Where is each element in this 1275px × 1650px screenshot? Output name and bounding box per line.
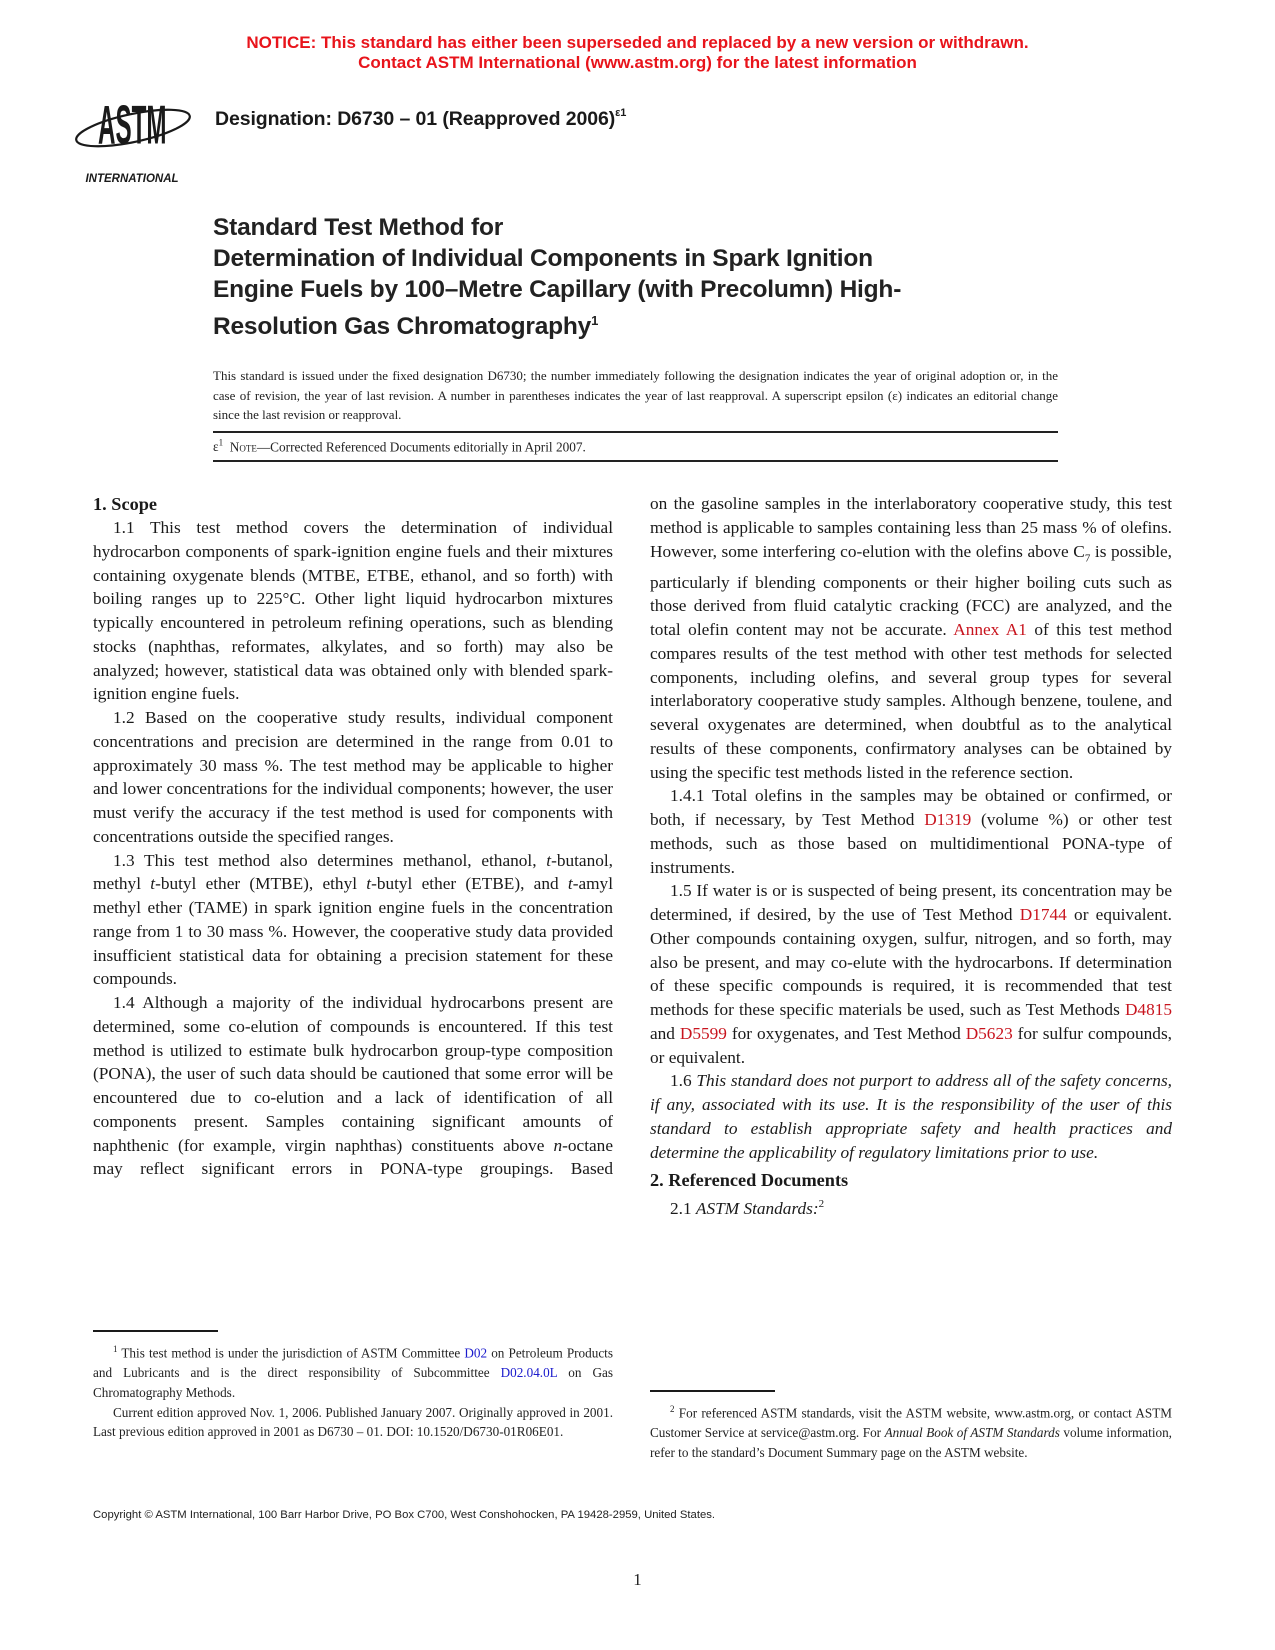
paragraph-1-3: 1.3 This test method also determines methanol, ethanol, t-butanol, methyl t-butyl ether (MTBE), ethyl t-butyl ether (ETBE), and t-amyl methyl ether (TAME) in spark ignition engine fuels in the concentration range from 1 to 30 mass %. However, the cooperative study data provided insufficient statistical data for obtaining a precision statement for these compounds. [93,850,613,989]
note-label: Note [229,439,257,455]
title-line-4: Resolution Gas Chromatography [213,313,592,341]
footnote-divider [650,1390,775,1392]
section-heading-scope: 1. Scope [93,494,157,514]
paragraph-1-4: 1.4 Although a majority of the individual hydrocarbons present are determined, some co-elution of compounds is encountered. If this test method is utilized to estimate bulk hydrocarbon group-type composition (PONA), the user of such data should be cautioned that some error will be encountered due to co-elution and a lack of identification of all components present. Samples containing significant amounts of naphthenic (for example, virgin naphthas) constituents above n-octane may reflect significant errors in PONA-type groupings. Based [93,993,613,1179]
title-line-1: Standard Test Method for [213,214,504,241]
divider [213,460,1058,462]
supersede-notice [0,33,1275,73]
editorial-note [213,438,1058,455]
title-footnote-mark: 1 [591,313,599,328]
paragraph-1-6: 1.6 This standard does not purport to address all of the safety concerns, if any, associated with its use. It is the responsibility of the user of this standard to establish appropriate safety and health practices and determine the applicability of regulatory limitations prior to use. [650,1071,1172,1162]
divider [213,431,1058,433]
document-title [213,212,1113,342]
designation-epsilon: ε1 [615,106,627,119]
paragraph-1-2: 1.2 Based on the cooperative study results, individual component concentrations and precision are determined in the range from 0.01 to approximately 30 mass %. The test method may be applicable to higher and lower concentrations for the individual components; however, the user must verify the accuracy if the test method is used for components with concentrations outside the specified ranges. [93,708,613,846]
designation [215,108,626,131]
footnotes-left [93,1340,613,1442]
footnote-divider [93,1330,218,1332]
note-mark: $\varepsilon^1$ [213,438,224,455]
paragraph-1-1: 1.1 This test method covers the determination of individual hydrocarbon components of spark-ignition engine fuels and their mixtures containing oxygenate blends (MTBE, ETBE, ethanol, and so forth) with boiling ranges up to 225°C. Other light liquid hydrocarbon mixtures typically encountered in petroleum refining operations, such as blending stocks (naphthas, reformates, alkylates, and so forth) may also be analyzed; however, statistical data was obtained only with blended spark-ignition engine fuels. [93,518,613,704]
paragraph-1-5: 1.5 If water is or is suspected of being present, its concentration may be determined, if desired, by the use of Test Method D1744 or equivalent. Other compounds containing oxygen, sulfur, nitrogen, and so forth, may also be present, and may co-elute with the hydrocarbons. If determination of these specific compounds is required, it is recommended that test methods for these specific materials be used, such as Test Methods D4815 and D5599 for oxygenates, and Test Method D5623 for sulfur compounds, or equivalent. [650,881,1172,1067]
paragraph-1-4-continued: on the gasoline samples in the interlaboratory cooperative study, this test method is applicable to samples containing less than 25 mass % of olefins. However, some interfering co-elution with the olefins above $C_7$ is possible, particularly if blending components or their higher boiling cuts such as those derived from fluid catalytic cracking (FCC) are analyzed, and the total olefin content may not be accurate. Annex A1 of this test method compares results of the test method with other test methods for selected components, including olefins, and several group types for several interlaboratory cooperative study samples. Although benzene, toulene, and several oxygenates are determined, when doubtful as to the analytical results of these components, confirmatory analyses can be obtained by using the specific test methods listed in the reference section. [650,494,1173,782]
designation-label: Designation: D6730 – 01 (Reapproved 2006) [215,108,616,130]
notice-line-2: Contact ASTM International (www.astm.org) for the latest information [358,53,917,72]
link-d02-04-0l[interactable]: D02.04.0L [500,1365,558,1381]
note-text: —Corrected Referenced Documents editorially in April 2007. [256,439,586,455]
paragraph-2-1: 2.1 ASTM Standards:$^2$ [670,1198,825,1219]
link-d1744[interactable]: D1744 [1019,905,1067,925]
svg-text:INTERNATIONAL: INTERNATIONAL [85,173,179,185]
page-number: 1 [633,1570,642,1589]
svg-text:ASTM: ASTM [98,95,167,157]
link-d4815[interactable]: D4815 [1124,1000,1172,1020]
footnote-1-edition: Current edition approved Nov. 1, 2006. Published January 2007. Originally approved in 2001. Last previous edition approved in 2001 as D6730 – 01. DOI: 10.1520/D6730-01R06E01. [93,1404,613,1440]
footnotes-right [650,1400,1172,1463]
right-column [650,492,1172,1221]
copyright-line: Copyright © ASTM International, 100 Barr Harbor Drive, PO Box C700, West Conshohocken, PA 19428-2959, United States. [93,1509,716,1521]
left-column [93,492,613,1181]
paragraph-1-4-1: 1.4.1 Total olefins in the samples may be obtained or confirmed, or both, if necessary, by Test Method D1319 (volume %) or other test methods, such as those based on multidimentional PONA-type of instruments. [650,786,1172,877]
astm-logo [70,86,198,186]
footnote-2: $^2$ For referenced ASTM standards, visit the ASTM website, www.astm.org, or contact ASTM Customer Service at service@astm.org. For Annual Book of ASTM Standards volume information, refer to the standard’s Document Summary page on the ASTM website. [650,1404,1172,1460]
link-d02[interactable]: D02 [464,1345,488,1361]
title-line-3: Engine Fuels by 100–Metre Capillary (with Precolumn) High- [213,276,902,303]
footnote-1: $^1$ This test method is under the jurisdiction of ASTM Committee D02 on Petroleum Products and Lubricants and is the direct responsibility of Subcommittee D02.04.0L on Gas Chromatography Methods. [93,1344,613,1400]
astm-logo-icon [70,86,198,186]
issuance-statement: This standard is issued under the fixed designation D6730; the number immediately following the designation indicates the year of original adoption or, in the case of revision, the year of last revision. A number in parentheses indicates the year of last reapproval. A superscript epsilon (ε) indicates an editorial change since the last revision or reapproval. [213,368,1058,422]
link-d1319[interactable]: D1319 [924,810,972,830]
link-d5599[interactable]: D5599 [679,1023,727,1043]
notice-line-1: NOTICE: This standard has either been superseded and replaced by a new version or withdrawn. [246,33,1029,52]
section-heading-referenced-documents: 2. Referenced Documents [650,1170,849,1191]
title-line-2: Determination of Individual Components in Spark Ignition [213,245,873,272]
link-annex-a1[interactable]: Annex A1 [953,620,1027,640]
link-d5623[interactable]: D5623 [965,1023,1013,1043]
